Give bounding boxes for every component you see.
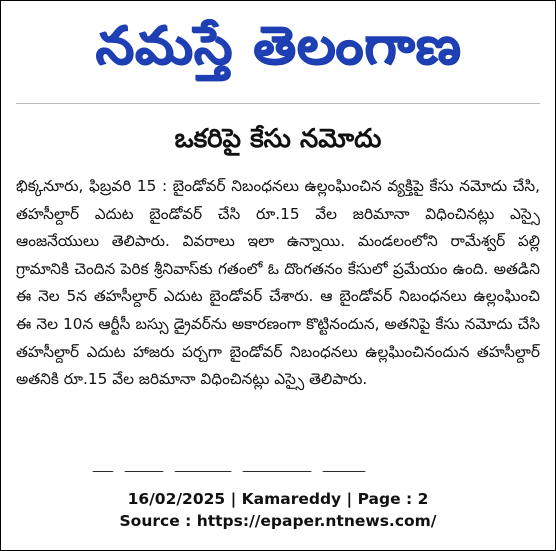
truncated-next-headline — [92, 462, 392, 472]
article-body: భిక్కనూరు, ఫిబ్రవరి 15 : బైండోవర్ నిబంధనలు ఉల్లంఘించిన వ్యక్తిపై కేసు నమోదు చేసి, తహసీల్దార్ ఎదుట బైండోవర్ చేసి రూ.15 వేల జరిమానా విధించినట్లు ఎస్సై ఆంజనేయులు తెలిపారు. వివరాలు ఇలా ఉన్నాయి. మండలంలోని రామేశ్వర్ పల్లి గ్రామానికి చెందిన పెరిక శ్రీనివాస్‌కు గతంలో ఓ దొంగతనం కేసులో ప్రమేయం ఉంది. అతడిని ఈ నెల 5న తహసీల్దార్ ఎదుట బైండోవర్ చేశారు. ఆ బైండోవర్ నిబంధనలు ఉల్లంఘించి ఈ నెల 10న ఆర్టీసీ బస్సు డ్రైవర్‌ను అకారణంగా కొట్టినందున, అతనిపై కేసు నమోదు చేసి తహసీల్దార్ ఎదుట హాజరు పర్చగా బైండోవర్ నిబంధనలు ఉల్లఘించినందున తహసీల్దార్ అతనికి రూ.15 వేల జరిమానా విధించినట్లు ఎస్సై తెలిపారు. — [16, 177, 540, 389]
masthead-divider — [16, 103, 540, 104]
article-headline: ఒకరిపై కేసు నమోదు — [174, 124, 382, 154]
newspaper-masthead — [0, 6, 556, 86]
masthead-title: నమస్తే తెలంగాణ — [94, 16, 462, 76]
clipping-footer — [0, 488, 556, 532]
footer-source: Source : https://epaper.ntnews.com/ — [119, 512, 437, 530]
footer-date-edition-page: 16/02/2025 | Kamareddy | Page : 2 — [127, 490, 429, 508]
